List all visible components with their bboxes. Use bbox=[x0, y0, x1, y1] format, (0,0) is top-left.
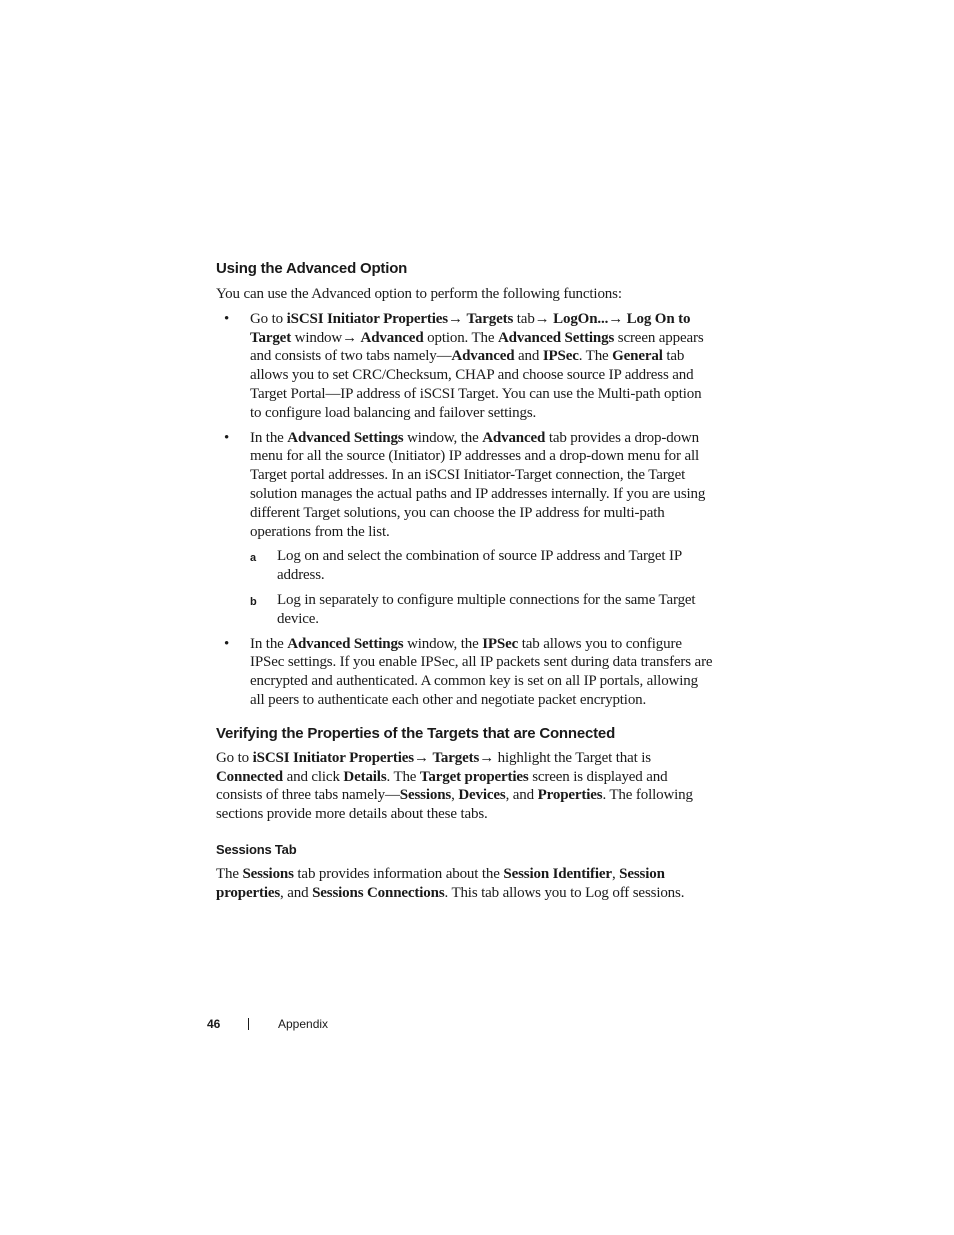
bullet-icon: • bbox=[224, 310, 230, 327]
page-number: 46 bbox=[207, 1017, 221, 1031]
bullet-text: Go to iSCSI Initiator Properties→ Targets tab→ LogOn...→ Log On to Target window→ Advanced option. The Advanced Settings screen appears and consists of two tabs namely—Advanced and IPSec. The General tab allows you to set CRC/Checksum, CHAP and choose source IP address and Target Portal—IP address of iSCSI Target. You can use the Multi-path option to configure load balancing and failover settings. bbox=[250, 310, 704, 421]
bullet-text: In the Advanced Settings window, the Advanced tab provides a drop-down menu for all the source (Initiator) IP addresses and a drop-down menu for all Target portal addresses. In an iSCSI Initiator-Target connection, the Target solution manages the actual paths and IP addresses internally. If you are using different Target solutions, you can choose the IP address for multi-path operations from the list. bbox=[250, 429, 706, 540]
bullet-text: In the Advanced Settings window, the IPSec tab allows you to configure IPSec settings. If you enable IPSec, all IP packets sent during data transfers are encrypted and authenticated. A common key is set on all IP portals, allowing all peers to authenticate each other and negotiate packet encryption. bbox=[250, 635, 713, 708]
section-heading-advanced-option: Using the Advanced Option bbox=[216, 260, 408, 277]
sub-step-letter: a bbox=[250, 552, 256, 565]
bullet-item-3 bbox=[216, 635, 716, 710]
sub-step-text: Log on and select the combination of source IP address and Target IP address. bbox=[277, 548, 682, 584]
bullet-item-1 bbox=[216, 310, 716, 423]
bullet-icon: • bbox=[224, 635, 230, 652]
sub-step-letter: b bbox=[250, 595, 257, 608]
footer-section-name: Appendix bbox=[278, 1017, 329, 1031]
sub-step-text: Log in separately to configure multiple connections for the same Target device. bbox=[277, 591, 696, 627]
footer-separator bbox=[248, 1018, 249, 1030]
sub-step-item bbox=[250, 547, 716, 585]
intro-paragraph: You can use the Advanced option to perform the following functions: bbox=[216, 286, 622, 302]
page-content bbox=[216, 259, 716, 903]
sessions-paragraph: The Sessions tab provides information about the Session Identifier, Session properties, and Sessions Connections. This tab allows you to Log off sessions. bbox=[216, 865, 685, 901]
section-heading-verifying-properties: Verifying the Properties of the Targets that are Connected bbox=[216, 724, 616, 742]
bullet-icon: • bbox=[224, 429, 230, 446]
sub-step-item bbox=[250, 591, 716, 629]
bullet-list bbox=[216, 310, 716, 710]
bullet-item-2 bbox=[216, 429, 716, 629]
verifying-paragraph: Go to iSCSI Initiator Properties→ Targets→ highlight the Target that is Connected and click Details. The Target properties screen is displayed and consists of three tabs namely—Sessions, Devices, and Properties. The following sections provide more details about these tabs. bbox=[216, 749, 693, 823]
subsection-heading-sessions-tab: Sessions Tab bbox=[216, 841, 297, 857]
sub-step-list bbox=[250, 547, 716, 628]
